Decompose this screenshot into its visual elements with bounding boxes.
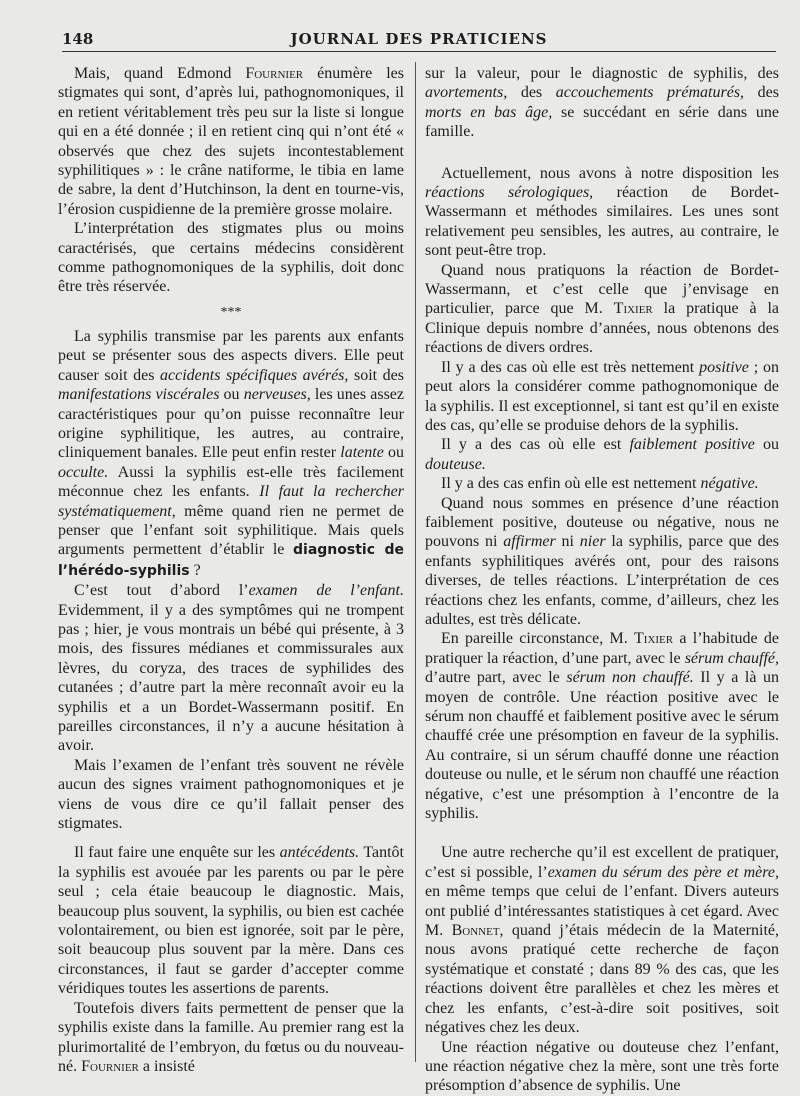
paragraph: C’est tout d’abord l’examen de l’enfant. Evidemment, il y a des symptômes qui ne trompent pas ; hier, je vous montrais un bébé qui présente, à 3 mois, des fissures médianes et commissurales aux lèvres, du coryza, des traces de syphilides des cutanées ; d’autre part la mère reconnaît avoir eu la syphilis et a un Bordet-Wassermann positif. En pareilles circonstances, il n’y a aucune hésitation à avoir. xyxy=(58,582,404,755)
paragraph: En pareille circonstance, M. Tixier a l’habitude de pratiquer la réaction, d’une part, avec le sérum chauffé, d’autre part, avec le sérum non chauffé. Il y a là un moyen de contrôle. Une réaction positive avec le sérum non chauffé et faiblement positive avec le sérum chauffé crée une présomption en faveur de la syphilis. Au contraire, si un sérum chauffé donne une réaction douteuse ou nulle, et le sérum non chauffé une réaction négative, c’est une présomption à l’encontre de la syphilis. xyxy=(425,630,780,823)
journal-title: JOURNAL DES PRATICIENS xyxy=(290,30,548,48)
section-separator: *** xyxy=(220,304,242,320)
paragraph: Mais, quand Edmond Fournier énumère les stigmates qui sont, d’après lui, pathognomoniques, il en retient véritablement très peu sur la liste si longue qui en a été donnée ; il en retient cinq qui n’ont été « observés que chez des sujets incontestablement syphilitiques » : le crâne natiforme, le tibia en lame de sabre, la dent d’Hutchinson, la dent en tourne-vis, l’érosion cuspidienne de la première grosse molaire. xyxy=(58,65,404,218)
paragraph: Il y a des cas enfin où elle est nettement négative. xyxy=(441,475,759,493)
paragraph: Toutefois divers faits permettent de penser que la syphilis existe dans la famille. Au premier rang est la plurimortalité de l’embryon, du fœtus ou du nouveau-né. Fournier a insisté xyxy=(58,999,404,1075)
paragraph: Quand nous sommes en présence d’une réaction faiblement positive, douteuse ou négative, nous ne pouvons ni affirmer ni nier la syphilis, parce que des enfants syphilitiques avérés ont, pour des raisons diverses, de telles réactions. L’interprétation de ces réactions chez les enfants, comme, d’ailleurs, chez les adultes, est très délicate. xyxy=(425,494,779,628)
paragraph: Actuellement, nous avons à notre disposition les réactions sérologiques, réaction de Bordet-Wassermann et méthodes similaires. Les unes sont relativement peu sensibles, les autres, au contraire, le sont peut-être trop. xyxy=(425,164,779,260)
paragraph: Il faut faire une enquête sur les antécédents. Tantôt la syphilis est avouée par les parents ou par le père seul ; cela étaie beaucoup le diagnostic. Mais, beaucoup plus souvent, la syphilis, ou bien est cachée volontairement, ou bien est ignorée, soit par le père, soit beaucoup plus souvent par la mère. Dans ces circonstances, il faut se garder d’accepter comme véridiques toutes les assertions de parents. xyxy=(58,844,404,998)
author-name: Fournier xyxy=(81,1057,139,1075)
page-number: 148 xyxy=(62,30,94,48)
paragraph: Il y a des cas où elle est faiblement positive ou douteuse. xyxy=(425,436,780,473)
paragraph: L’interprétation des stigmates plus ou moins caractérisés, que certains médecins considèrent comme pathognomoniques de la syphilis, doit donc être très réservée. xyxy=(58,220,404,296)
paragraph: Quand nous pratiquons la réaction de Bordet-Wassermann, et c’est celle que j’envisage en particulier, parce que M. Tixier la pratique à la Clinique depuis nombre d’années, nous obtenons des réactions de divers ordres. xyxy=(425,261,779,357)
paragraph: Une autre recherche qu’il est excellent de pratiquer, c’est si possible, l’examen du sérum des père et mère, en même temps que celui de l’enfant. Divers auteurs ont publié d’intéressantes statistiques à cet égard. Avec M. Bonnet, quand j’étais médecin de la Maternité, nous avons pratiqué cette recherche de façon systématique et constaté ; dans 89 % des cas, que les réactions doivent être parallèles et chez les mères et chez les enfants, c’est-à-dire soit positives, soit négatives chez les deux. xyxy=(425,844,780,1037)
bold-term: diagnostic de l’hérédo-syphilis xyxy=(58,542,405,579)
paragraph: Mais l’examen de l’enfant très souvent ne révèle aucun des signes vraiment pathognomoniques et je viens de vous dire ce qu’il fallait penser des stigmates. xyxy=(58,756,404,833)
right-column xyxy=(425,64,779,1096)
paragraph: La syphilis transmise par les parents aux enfants peut se présenter sous des aspects divers. Elle peut causer soit des accidents spécifiques avérés, soit des manifestations viscérales ou nerveuses, les unes assez caractéristiques pour qu’on puisse reconnaître leur origine syphilitique, les autres, au contraire, cliniquement banales. Elle peut enfin rester latente ou occulte. Aussi la syphilis est-elle très facilement méconnue chez les enfants. Il faut la rechercher systématiquement, même quand rien ne permet de penser que l’enfant soit syphilitique. Mais quels arguments permettent d’établir le diagnostic de l’hérédo-syphilis ? xyxy=(58,327,405,579)
page-header xyxy=(62,28,776,52)
paragraph: Une réaction négative ou douteuse chez l’enfant, une réaction négative chez la mère, sont une très forte présomption d’absence de syphilis. Une xyxy=(425,1038,779,1095)
header-rule xyxy=(62,51,776,52)
author-name: Bonnet, xyxy=(451,922,504,940)
left-column xyxy=(58,64,404,1076)
author-name: Tixier xyxy=(613,300,653,318)
column-divider xyxy=(415,62,416,1062)
author-name: Tixier xyxy=(634,630,674,648)
author-name: Fournier xyxy=(245,65,304,82)
paragraph: Il y a des cas où elle est très nettement positive ; on peut alors la considérer comme pathognomonique de la syphilis. Il est exceptionnel, si tant est qu’il en existe des cas, qu’elle se produise dehors de la syphilis. xyxy=(425,358,780,434)
paragraph: sur la valeur, pour le diagnostic de syphilis, des avortements, des accouchements prématurés, des morts en bas âge, se succédant en série dans une famille. xyxy=(425,65,780,141)
